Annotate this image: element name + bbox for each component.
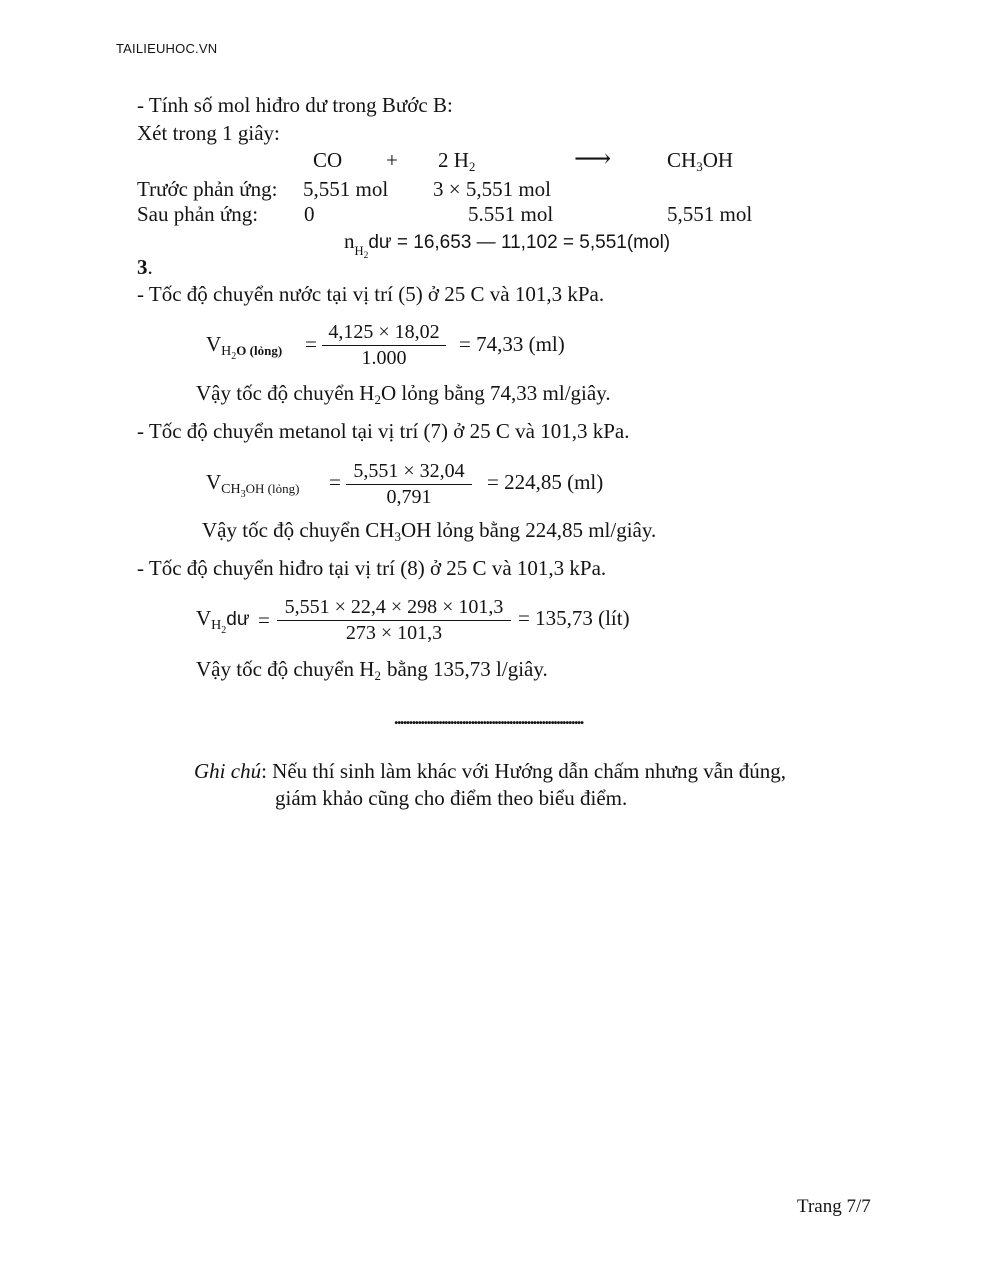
hydrogen-volume-symbol: $VH_2dư$ bbox=[196, 606, 250, 636]
before-h2-value: 3 × 5,551 mol bbox=[433, 177, 552, 201]
hydrogen-intro: - Tốc độ chuyển hiđro tại vị trí (8) ở 25 C và 101,3 kPa. bbox=[137, 556, 607, 580]
water-volume-symbol: $VH_2O$ (lỏng) bbox=[206, 332, 283, 362]
hydrogen-numerator: 5,551 × 22,4 × 298 × 101,3 bbox=[277, 596, 511, 621]
after-ch3oh-value: 5,551 mol bbox=[667, 202, 753, 226]
methanol-denominator: 0,791 bbox=[386, 486, 432, 508]
after-label: Sau phản ứng: bbox=[137, 202, 259, 226]
water-fraction bbox=[322, 321, 446, 370]
water-result: = 74,33 (ml) bbox=[459, 332, 565, 356]
water-equals: = bbox=[305, 332, 317, 356]
methanol-result: = 224,85 (ml) bbox=[487, 470, 604, 494]
product-ch3oh: CH3OH bbox=[667, 148, 734, 175]
before-co-value: 5,551 mol bbox=[303, 177, 389, 201]
line-per-second: Xét trong 1 giây: bbox=[137, 121, 280, 145]
reactant-co: CO bbox=[313, 148, 343, 172]
excess-hydrogen-equation: $n_{H_2}dư = 16,653$ — 11,102 = 5,551(mol) bbox=[344, 229, 671, 261]
hydrogen-fraction bbox=[277, 596, 511, 645]
hydrogen-conclusion: Vậy tốc độ chuyển H2 bằng 135,73 l/giây. bbox=[196, 657, 548, 684]
water-numerator: 4,125 × 18,02 bbox=[322, 321, 446, 346]
note-label: Ghi chú bbox=[194, 759, 262, 783]
page-number: Trang 7/7 bbox=[797, 1196, 871, 1217]
line-mol-hydro: - Tính số mol hiđro dư trong Bước B: bbox=[137, 93, 453, 117]
reaction-arrow: ⟶ bbox=[574, 144, 612, 173]
section-divider: ................................................................ bbox=[394, 708, 583, 728]
hydrogen-result: = 135,73 (lít) bbox=[518, 606, 630, 630]
methanol-equals: = bbox=[329, 470, 341, 494]
hydrogen-equals: = bbox=[258, 608, 270, 632]
water-denominator: 1.000 bbox=[361, 347, 407, 369]
before-label: Trước phản ứng: bbox=[137, 177, 278, 201]
hydrogen-denominator: 273 × 101,3 bbox=[345, 622, 443, 644]
methanol-fraction bbox=[346, 460, 472, 509]
methanol-conclusion: Vậy tốc độ chuyển CH3OH lỏng bằng 224,85 ml/giây. bbox=[202, 518, 657, 545]
section-3-heading: 3. bbox=[137, 255, 153, 279]
methanol-numerator: 5,551 × 32,04 bbox=[346, 460, 472, 485]
note-line-1: Ghi chú: Nếu thí sinh làm khác với Hướng dẫn chấm nhưng vẫn đúng, bbox=[194, 759, 787, 783]
water-conclusion: Vậy tốc độ chuyển H2O lỏng bằng 74,33 ml/giây. bbox=[196, 381, 611, 408]
after-co-value: 0 bbox=[304, 202, 315, 226]
methanol-volume-symbol: $VCH_3OH$ (lỏng) bbox=[206, 470, 300, 500]
reactant-h2: 2 H2 bbox=[438, 148, 476, 175]
methanol-intro: - Tốc độ chuyển metanol tại vị trí (7) ở 25 C và 101,3 kPa. bbox=[137, 419, 630, 443]
note-line-2: giám khảo cũng cho điểm theo biểu điểm. bbox=[275, 786, 628, 810]
plus-sign: + bbox=[386, 148, 398, 172]
water-intro: - Tốc độ chuyển nước tại vị trí (5) ở 25 C và 101,3 kPa. bbox=[137, 282, 605, 306]
after-h2-value: 5.551 mol bbox=[468, 202, 554, 226]
site-header: TAILIEUHOC.VN bbox=[116, 41, 218, 56]
